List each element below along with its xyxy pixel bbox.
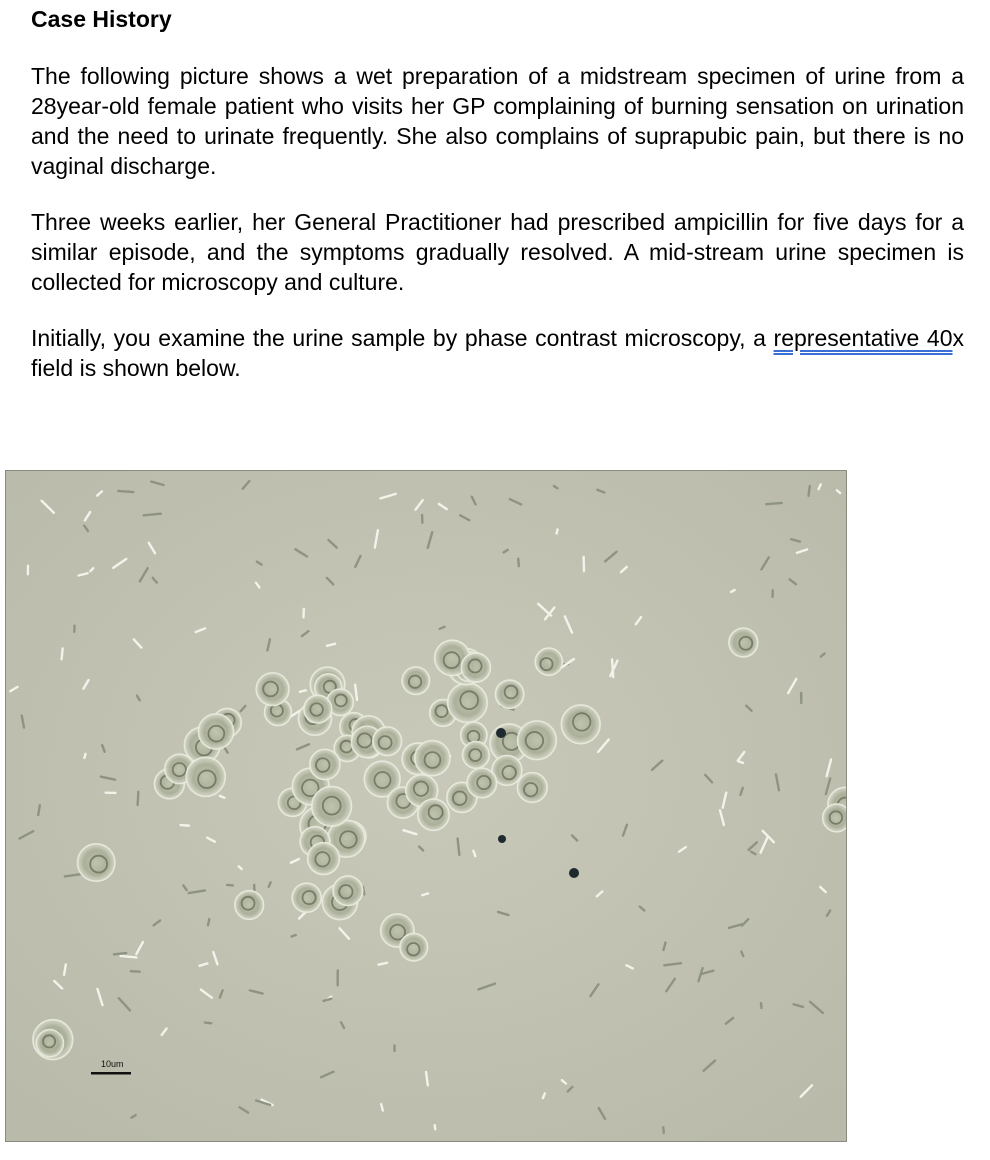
white-blood-cell <box>463 742 490 769</box>
bacterium-rod <box>300 690 306 692</box>
bacterium-rod <box>612 659 613 677</box>
white-blood-cell <box>186 757 225 796</box>
bacterium-rod <box>766 503 782 504</box>
white-blood-cell <box>461 653 490 682</box>
bacterium-rod <box>118 491 133 492</box>
paragraph-microscopy-end: x field is shown below. <box>31 325 964 381</box>
bacterium-rod <box>205 1023 211 1024</box>
white-blood-cell <box>77 844 114 881</box>
bacterium-rod <box>663 1127 664 1133</box>
white-blood-cell <box>415 741 450 776</box>
white-blood-cell <box>304 695 332 723</box>
white-blood-cell <box>517 773 547 803</box>
bacterium-rod <box>731 590 735 592</box>
bacterium-rod <box>131 971 140 972</box>
bacterium-rod <box>422 893 428 895</box>
white-blood-cell <box>235 891 264 920</box>
dark-particle <box>496 728 506 738</box>
white-blood-cell <box>308 843 340 875</box>
white-blood-cell <box>198 714 233 749</box>
bacterium-rod <box>64 964 66 974</box>
white-blood-cell <box>312 786 352 826</box>
paragraph-history: Three weeks earlier, her General Practitioner had prescribed ampicillin for five days for a similar episode, and the symptoms gradually resolved. A mid-stream urine specimen is collected for microscopy and culture. <box>31 209 964 295</box>
urine-micrograph <box>5 470 847 1142</box>
bacterium-rod <box>761 1003 762 1008</box>
scale-bar-line <box>91 1072 131 1075</box>
spellcheck-underlined-text: representative 40 <box>773 325 953 351</box>
paragraph-presentation: The following picture shows a wet preparation of a midstream specimen of urine from a 28year-old female patient who visits her GP complaining of burning sensation on urination and the need to urinate frequently. She also complains of suprapubic pain, but there is no vaginal discharge. <box>31 63 964 179</box>
white-blood-cell <box>418 799 449 830</box>
white-blood-cell <box>518 721 557 760</box>
case-document <box>31 4 964 383</box>
white-blood-cell <box>535 648 562 675</box>
white-blood-cell <box>333 876 363 906</box>
dark-particle <box>569 868 579 878</box>
white-blood-cell <box>448 683 488 723</box>
white-blood-cell <box>729 628 758 657</box>
paragraph-microscopy <box>31 323 964 383</box>
micrograph-image <box>6 471 847 1142</box>
bacterium-rod <box>292 935 296 937</box>
case-heading: Case History <box>31 6 172 32</box>
white-blood-cell <box>402 667 430 695</box>
bacterium-rod <box>121 956 137 957</box>
bacterium-rod <box>435 1125 436 1129</box>
white-blood-cell <box>36 1030 63 1057</box>
white-blood-cell <box>373 727 402 756</box>
paragraph-microscopy-start: Initially, you examine the urine sample by phase contrast microscopy, a <box>31 325 774 351</box>
white-blood-cell <box>256 673 289 706</box>
bacterium-rod <box>738 761 743 763</box>
bacterium-rod <box>557 529 558 533</box>
scale-bar-label: 10um <box>101 1059 124 1069</box>
bacterium-rod <box>381 1104 383 1110</box>
bacterium-rod <box>138 792 139 805</box>
white-blood-cell <box>467 768 497 798</box>
bacterium-rod <box>114 953 126 954</box>
white-blood-cell <box>310 749 340 779</box>
white-blood-cell <box>561 705 600 744</box>
bacterium-rod <box>180 825 188 826</box>
bacterium-rod <box>144 514 161 516</box>
white-blood-cell <box>495 680 523 708</box>
bacterium-rod <box>208 919 209 925</box>
white-blood-cell <box>400 933 428 961</box>
bacterium-rod <box>62 648 63 659</box>
bacterium-rod <box>809 486 810 496</box>
white-blood-cell <box>292 883 321 912</box>
bacterium-rod <box>518 559 519 567</box>
bacterium-rod <box>84 754 85 758</box>
dark-particle <box>498 835 506 843</box>
white-blood-cell <box>823 804 847 832</box>
bacterium-rod <box>38 805 40 815</box>
